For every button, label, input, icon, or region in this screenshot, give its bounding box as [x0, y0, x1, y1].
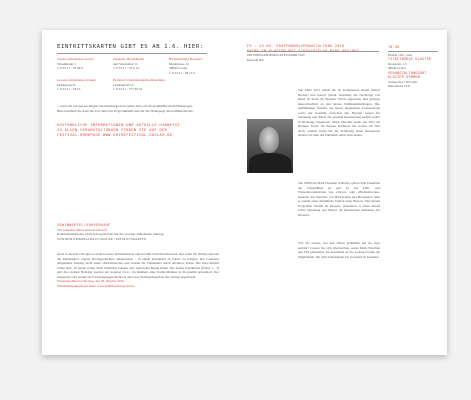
event-text-1: Seit März 2015 halten die 16 Kommissare Rubin (Meret Becker) und Karow (Mark Waschke) die Nachfolge von Ritter & Stark im Berliner Tatort angetreten und geleiten unterschiedlich zu den letzten Publikumslieblingen. Ihre einfühlenden Verhöre, die leisen, ungelenken Zwischentöne sowie der Konflikt zwischen den Figuren sorgen für Spannung und drückt die gesamte Inszenierung zudem weiter in Richtung Gegenwart. Mark Waschke spielt seit 2015 im Berliner Tatort. Im Kloster Kemmon bei Goslar, im Jahr 2016, erleben Gäste bei der Eröffnung einen besonderen Abend, bei dem das Publikum selbst entscheidet. — [298, 88, 380, 137]
header-rule — [57, 53, 207, 54]
office-4: Gosaser Allgemeine Zeitung Marktgasse 8 t: 0 53 21 - 333 0 — [57, 78, 96, 92]
ticket-note: ... und oder bei den jeweiligen Veranstaltungsorten (siehe Infos zur Programmübersicht/Homepage). Bitte beachten Sie dazu die evtl. Infos im Programmheft und auf der Homepage des Kriminfestivals. — [57, 104, 194, 113]
contest-text: Auch in diesem Jahr gibt es beim Gosaser Kriminfestival einen Krimi-Schreibwettbewerb und somit für Hobby-Autoren die Möglichkeit, eigene Mordgeschichten einzureichen – in einem Kurzkrimi zu Papier zu bringen. Der Gosbauer Allgemeine Zeitung sucht einen »Mordsbericht« und wendet die Teilnehmer durch attraktive Preise. Die Kurz-Krimis sollen max. 10 Seiten sollen dabei möglichst lokalen oder regionalen Bezug haben. Die besten Kurzkrimis (Plätze 1 - 3) und drei weitere Beiträge werden am Sonntag 24.11. im Rahmen einer Krimi-Matinée in Programm präsentiert. Der Siegertext wird zudem als Fortsetzungsgeschichte in allen drei Zeitungsausgaben des Verlags abgedruckt. Einsendeschluss ist Montag, den 20. Oktober 2016. Teilnahmebedingungen unter: www.krimifestival-goslar.de — [57, 252, 219, 288]
event-title: ERÖFFNUNGSVERANSTALTUNG 2016 — [276, 44, 345, 48]
festival-homepage-link[interactable]: FESTIVAL-HOMEPAGE WWW.KRIMIFESTIVAL-GOSLAR.DE — [57, 132, 173, 137]
office-5: Bernhard Unterhaltungsbuchhandlung Lindenplatz 14 t: 0 53 21 - 777 49 32 — [113, 78, 165, 92]
event-header: FR – 24.09. ERÖFFNUNGSVERANSTALTUNG 2016 KRIMI IM KLOSTER MIT SCHAUSPIELER MARK WASCHKE MIT EINEM ABGEDRUCKTEN KRIMI VON Klein & Rat — [247, 44, 382, 62]
event-text-2: Seit 2008 lebt Mark Waschke in Berlin, gehört dem Ensemble der Schaubühne an und ist aus Film- und Fernsehproduktionen wie »Tatort« oder »Buddenbrooks« bekannt. Als Sprecher von Hörbüchern und Hörspielen stellt er zudem seine stimmliche Vielfalt unter Beweis. Mit seinem Programm »Krimi im Kloster« präsentiert er einen Abend voller Spannung und Humor im historischen Ambiente des Klosters. — [298, 181, 380, 217]
actor-portrait-photo — [247, 119, 293, 173]
brochure-page — [42, 30, 447, 355]
event-date: FR – 24.09. — [247, 44, 274, 48]
conditions-link[interactable]: Teilnahmebedingungen unter: www.krimifestival-goslar.de — [57, 283, 135, 288]
event-sidebar: 19.30 Eintritt 19 € / erm. TICKETBÖRSE KLOSTER Klosterstr. 1-5 38640 Goslar VERANSTALTUNGSORT KLOSTER KEMMON Tickets Erw. 20 € erm. Rabattkarte 16 € — [388, 45, 432, 88]
event-text-3: Wie Sie wissen, wer den Tätern gefährlich auf die Spur kommt? Lassen Sie sich überraschen, wenn Mark Waschke den Fall präsentiert. Im Anschluss an die Lesung besteht die Möglichkeit, mit dem Schauspieler ins Gespräch zu kommen. — [298, 241, 380, 259]
event-subtitle: KRIMI IM KLOSTER MIT SCHAUSPIELER MARK WASCHKE — [247, 48, 360, 53]
office-1: Tourist-Information Goslar Schuhmarkt 1 t: 0 53 21 - 78 06 0 — [57, 57, 94, 71]
office-2: unzensur: Buchhändler Am Vereinshof 12 t: 0 53 21 - 33 0 12 — [113, 57, 145, 71]
voucher-section: GEWINNSPIEL/VORVERKAUF Wir schenken Ihnen einen Kaufwert! Kriminalmarkbonus 2016 in Kooperation mit der Gosaser Allgemeine Zeitung UND DEM KRIMINALHAUS GOSLAR / EINTRITTSKARTEN — [57, 223, 164, 241]
festival-info: AUSFÜHRLICHE INFORMATIONEN UND AKTUELLE HINWEISE ZU ALLEN VERANSTALTUNGEN FINDEN SIE AUF DER FESTIVAL-HOMEPAGE WWW.KRIMIFESTIVAL-GOSLAR.DE — [57, 123, 207, 137]
event-rule — [247, 51, 379, 52]
office-3: Buchhandlung Brockard Marktgasse 12 38640 Goslar t: 0 53 21 - 28 15 0 — [169, 57, 203, 75]
tickets-header: EINTRITTSKARTEN GIBT ES AB 1.6. HIER: — [57, 44, 204, 50]
